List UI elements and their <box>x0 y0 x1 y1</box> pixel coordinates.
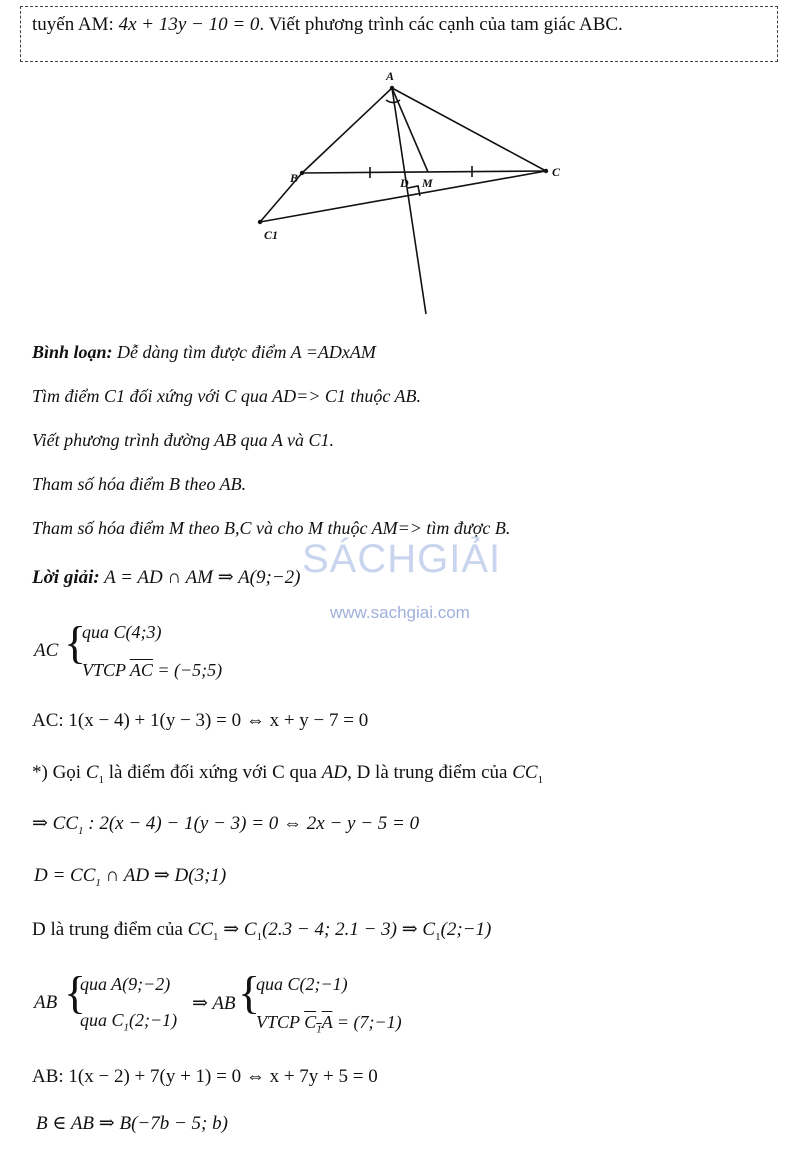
ac-row-1: qua C(4;3) <box>82 622 162 642</box>
ac-brace: { <box>64 617 87 668</box>
b-parametrization: B ∈ AB ⇒ B(−7b − 5; b) <box>36 1113 228 1134</box>
problem-suffix: . Viết phương trình các cạnh của tam giác ABC. <box>259 14 623 35</box>
comment-line-3: Viết phương trình đường AB qua A và C1. <box>32 430 335 450</box>
ac-equation: AC: 1(x − 4) + 1(y − 3) = 0 ⇔ x + y − 7 = 0 <box>32 710 369 731</box>
comment-line-2: Tìm điểm C1 đối xứng với C qua AD=> C1 thuộc AB. <box>32 386 422 406</box>
ab-label: AB <box>34 992 58 1013</box>
comment-line-4: Tham số hóa điểm B theo AB. <box>32 474 247 494</box>
cc1-equation: ⇒ $CC_1$ : 2(x − 4) − 1(y − 3) = 0 ⇔ 2x − y − 5 = 0 <box>32 813 420 837</box>
ab-equation: AB: 1(x − 2) + 7(y + 1) = 0 ⇔ x + 7y + 5 = 0 <box>32 1066 378 1087</box>
median-am <box>392 88 428 172</box>
problem-prefix: tuyến AM: <box>32 14 119 35</box>
ab-brace-2: { <box>238 967 261 1018</box>
label-m: M <box>422 176 433 190</box>
ab-brace-1: { <box>64 967 87 1018</box>
line-ad <box>392 88 426 314</box>
ab-row-3: qua C(2;−1) <box>256 974 348 994</box>
ac-label: AC <box>34 640 59 661</box>
triangle-figure <box>240 66 580 316</box>
c1-computation: D là trung điểm của $CC_1$ ⇒ $C_1(2.3 - 4$; 2.1 − 3) ⇒ $C_1(2;-1)$ <box>32 919 492 943</box>
side-bc <box>302 171 546 173</box>
comment-line-5: Tham số hóa điểm M theo B,C và cho M thuộc AM=> tìm được B. <box>32 518 511 538</box>
label-a: A <box>386 69 395 83</box>
label-c: C <box>552 165 561 179</box>
label-b: B <box>290 171 299 185</box>
problem-equation: 4x + 13y − 10 = 0 <box>118 14 260 35</box>
watermark-logo: SÁCHGIẢI <box>302 537 502 581</box>
comment-line-1: Bình loạn: Dễ dàng tìm được điểm A =ADxAM <box>32 342 376 362</box>
solution-line-1: Lời giải: A = AD ∩ AM ⇒ A(9;−2) <box>32 567 301 588</box>
ac-row-2: VTCP $\overline{AC}$ = (−5;5) <box>82 660 223 680</box>
d-equation: $D = CC_1$ ∩ AD ⇒ D(3;1) <box>34 865 227 889</box>
angle-arc <box>386 100 400 103</box>
problem-text <box>32 14 623 36</box>
ab-implies: ⇒ AB <box>192 993 236 1014</box>
watermark-url: www.sachgiai.com <box>330 603 470 622</box>
c1-definition: *) Gọi $C_1$ là điểm đối xứng với C qua AD, D là trung điểm của $CC_1$ <box>32 762 544 786</box>
ab-row-4: VTCP $C_1A$ = (7;−1) <box>256 1012 402 1036</box>
label-c1: C1 <box>264 228 279 242</box>
side-ab <box>302 88 392 173</box>
ab-row-2: qua $C_1(2;-1)$ <box>80 1010 178 1034</box>
side-ac <box>392 88 546 171</box>
label-d: D <box>400 176 409 190</box>
ab-row-1: qua A(9;−2) <box>80 974 171 994</box>
